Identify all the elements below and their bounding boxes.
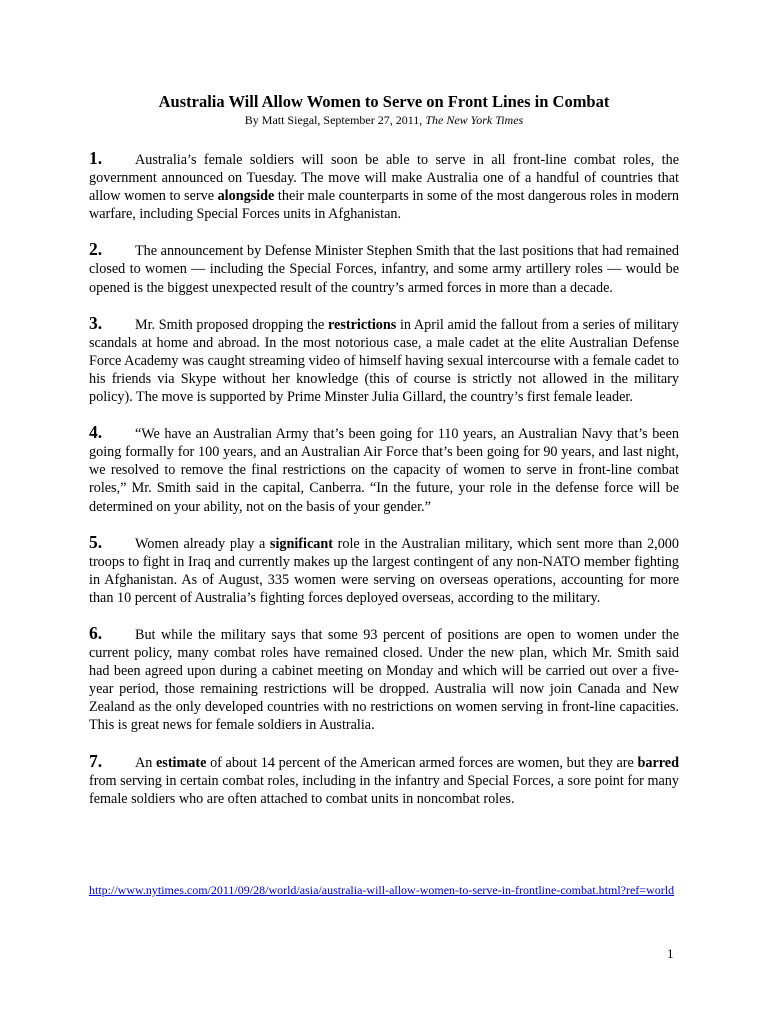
paragraph-2 (89, 240, 679, 296)
paragraph-text: But while the military says that some 93 percent of positions are open to women under the current policy, many combat roles have remained closed. Under the new plan, which Mr. Smith said had been agreed upon during a cabinet meeting on Monday and which will be carried out over a five-year period, those remaining restrictions will be dropped. Australia will now join Canada and New Zealand as the only developed countries with no restrictions on women serving in front-line capacities. This is great news for female soldiers in Australia. (89, 626, 679, 734)
paragraph-bold-term: estimate (156, 754, 207, 771)
paragraph-text: The announcement by Defense Minister Stephen Smith that the last positions that had remained closed to women — including the Special Forces, infantry, and some army artillery roles — would be opened is the biggest unexpected result of the country’s armed forces in more than a decade. (89, 243, 679, 296)
byline-author-date: By Matt Siegal, September 27, 2011, (244, 113, 426, 127)
paragraph-text: An (135, 754, 156, 771)
paragraph-bold-term: alongside (217, 188, 275, 205)
paragraph-text: Australia’s female soldiers will soon be able to serve in all front-line combat roles, the government announced on Tuesday. The move will make Australia one of a handful of countries that allow women to serve (89, 152, 679, 205)
paragraph-text: role in the Australian military, which sent more than 2,000 troops to fight in Iraq and currently makes up the largest contingent of any non-NATO member fighting in Afghanistan. As of August, 335 women were serving on overseas operations, accounting for more than 10 percent of Australia’s fighting forces deployed overseas, according to the military. (89, 535, 679, 606)
paragraph-bold-term: restrictions (328, 316, 397, 333)
byline (89, 113, 679, 127)
paragraph-number: 2. (89, 239, 103, 260)
paragraph-text: their male counterparts in some of the most dangerous roles in modern warfare, including Special Forces units in Afghanistan. (89, 188, 679, 223)
paragraph-text: of about 14 percent of the American armed forces are women, but they are (206, 754, 638, 771)
paragraph-6 (89, 624, 679, 735)
paragraph-4 (89, 423, 679, 515)
paragraph-number: 7. (89, 750, 103, 771)
paragraph-1 (89, 149, 679, 223)
page-number: 1 (667, 946, 674, 961)
paragraph-text: “We have an Australian Army that’s been going for 110 years, an Australian Navy that’s been going formally for 100 years, and an Australian Air Force that’s been going for 90 years, and last night, we resolved to remove the final restrictions on the capacity of women to serve in front-line combat roles,” Mr. Smith said in the capital, Canberra. “In the future, your role in the defense force will be determined on your ability, not on the basis of your gender.” (89, 426, 679, 515)
paragraph-bold-term: significant (269, 535, 333, 552)
document-page (89, 92, 679, 808)
paragraph-7 (89, 752, 679, 808)
paragraph-5 (89, 533, 679, 607)
paragraph-number: 1. (89, 148, 103, 168)
paragraph-number: 4. (89, 422, 103, 443)
paragraph-number: 3. (89, 312, 103, 333)
paragraph-3 (89, 314, 679, 406)
paragraph-text: from serving in certain combat roles, including in the infantry and Special Forces, a sore point for many female soldiers who are often attached to combat units in noncombat roles. (89, 772, 679, 807)
source-link[interactable]: http://www.nytimes.com/2011/09/28/world/asia/australia-will-allow-women-to-serve-in-frontline-combat.html?ref=world (89, 883, 675, 897)
article-title: Australia Will Allow Women to Serve on Front Lines in Combat (158, 92, 610, 111)
paragraph-number: 5. (89, 531, 103, 552)
byline-source: The New York Times (425, 113, 524, 127)
paragraph-text: in April amid the fallout from a series of military scandals at home and abroad. In the most notorious case, a male cadet at the elite Australian Defense Force Academy was caught streaming video of himself having sexual intercourse with a female cadet to his friends via Skype without her knowledge (this of course is strictly not allowed in the military policy). The move is supported by Prime Minster Julia Gillard, the country’s first female leader. (89, 316, 679, 406)
paragraph-bold-term: barred (637, 754, 679, 771)
paragraph-text: Women already play a (135, 535, 270, 552)
paragraph-number: 6. (89, 622, 103, 643)
paragraph-text: Mr. Smith proposed dropping the (135, 316, 328, 333)
